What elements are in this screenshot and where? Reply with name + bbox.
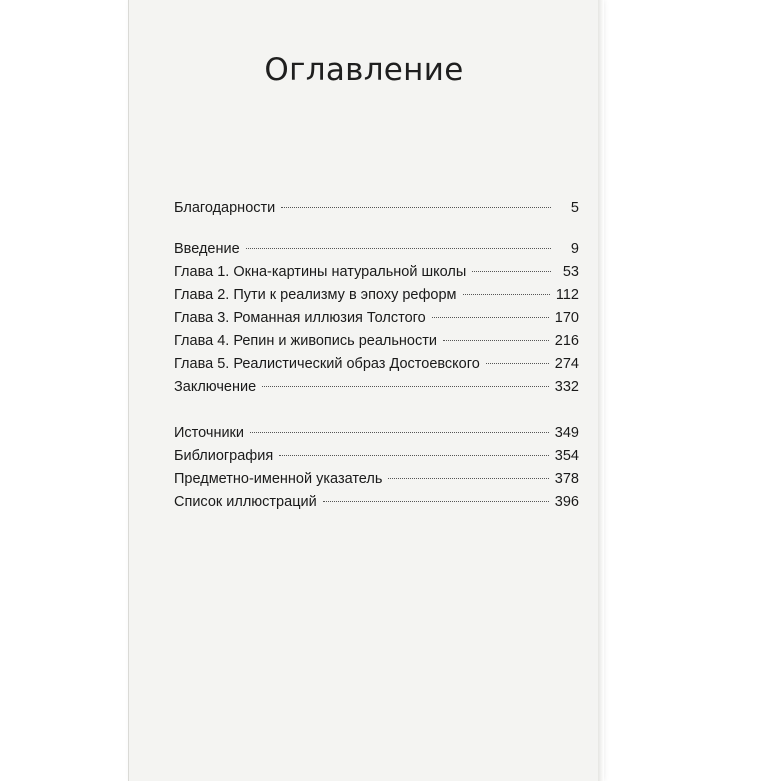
dot-leader — [279, 454, 549, 456]
toc-entry — [174, 200, 579, 220]
dot-leader — [262, 385, 549, 387]
toc-entry-page: 216 — [554, 333, 579, 349]
toc-entry — [174, 241, 579, 261]
dot-leader — [246, 247, 551, 249]
toc-entry-page: 396 — [554, 494, 579, 510]
toc-entry-page: 5 — [570, 200, 579, 216]
toc-entry — [174, 287, 579, 307]
page-edge — [598, 0, 604, 781]
toc-entry-page: 349 — [554, 425, 579, 441]
toc-entry-page: 274 — [554, 356, 579, 372]
toc-entry-label: Глава 2. Пути к реализму в эпоху реформ — [174, 287, 457, 303]
toc-entry-label: Глава 1. Окна-картины натуральной школы — [174, 264, 467, 280]
toc-entry — [174, 310, 579, 330]
toc-entry — [174, 264, 579, 284]
dot-leader — [323, 500, 549, 502]
toc-entry-label: Библиография — [174, 448, 274, 464]
toc-entry — [174, 448, 579, 468]
dot-leader — [250, 431, 549, 433]
toc-entry-page: 354 — [554, 448, 579, 464]
dot-leader — [472, 270, 551, 272]
toc-entry-page: 112 — [555, 287, 579, 303]
toc-entry — [174, 494, 579, 514]
toc-entry-page: 170 — [554, 310, 579, 326]
toc-entry-label: Предметно-именной указатель — [174, 471, 383, 487]
toc-entry — [174, 333, 579, 353]
dot-leader — [443, 339, 549, 341]
toc-entry-label: Глава 3. Романная иллюзия Толстого — [174, 310, 426, 326]
toc-entry-page: 9 — [570, 241, 579, 257]
toc-entry — [174, 425, 579, 445]
toc-entry — [174, 379, 579, 399]
book-page — [128, 0, 600, 781]
dot-leader — [281, 206, 551, 208]
dot-leader — [432, 316, 549, 318]
toc-entry-label: Источники — [174, 425, 245, 441]
toc-entry-label: Заключение — [174, 379, 257, 395]
dot-leader — [388, 477, 548, 479]
dot-leader — [486, 362, 549, 364]
toc-entry-page: 378 — [554, 471, 579, 487]
toc-entry-label: Глава 5. Реалистический образ Достоевского — [174, 356, 480, 372]
toc-entry — [174, 356, 579, 376]
dot-leader — [463, 293, 550, 295]
toc-entry — [174, 471, 579, 491]
toc-entry-label: Благодарности — [174, 200, 276, 216]
page-title: Оглавление — [264, 52, 464, 88]
toc-entry-label: Глава 4. Репин и живопись реальности — [174, 333, 437, 349]
toc-entry-label: Список иллюстраций — [174, 494, 317, 510]
toc-entry-page: 53 — [562, 264, 579, 280]
toc-entry-label: Введение — [174, 241, 240, 257]
toc-entry-page: 332 — [554, 379, 579, 395]
